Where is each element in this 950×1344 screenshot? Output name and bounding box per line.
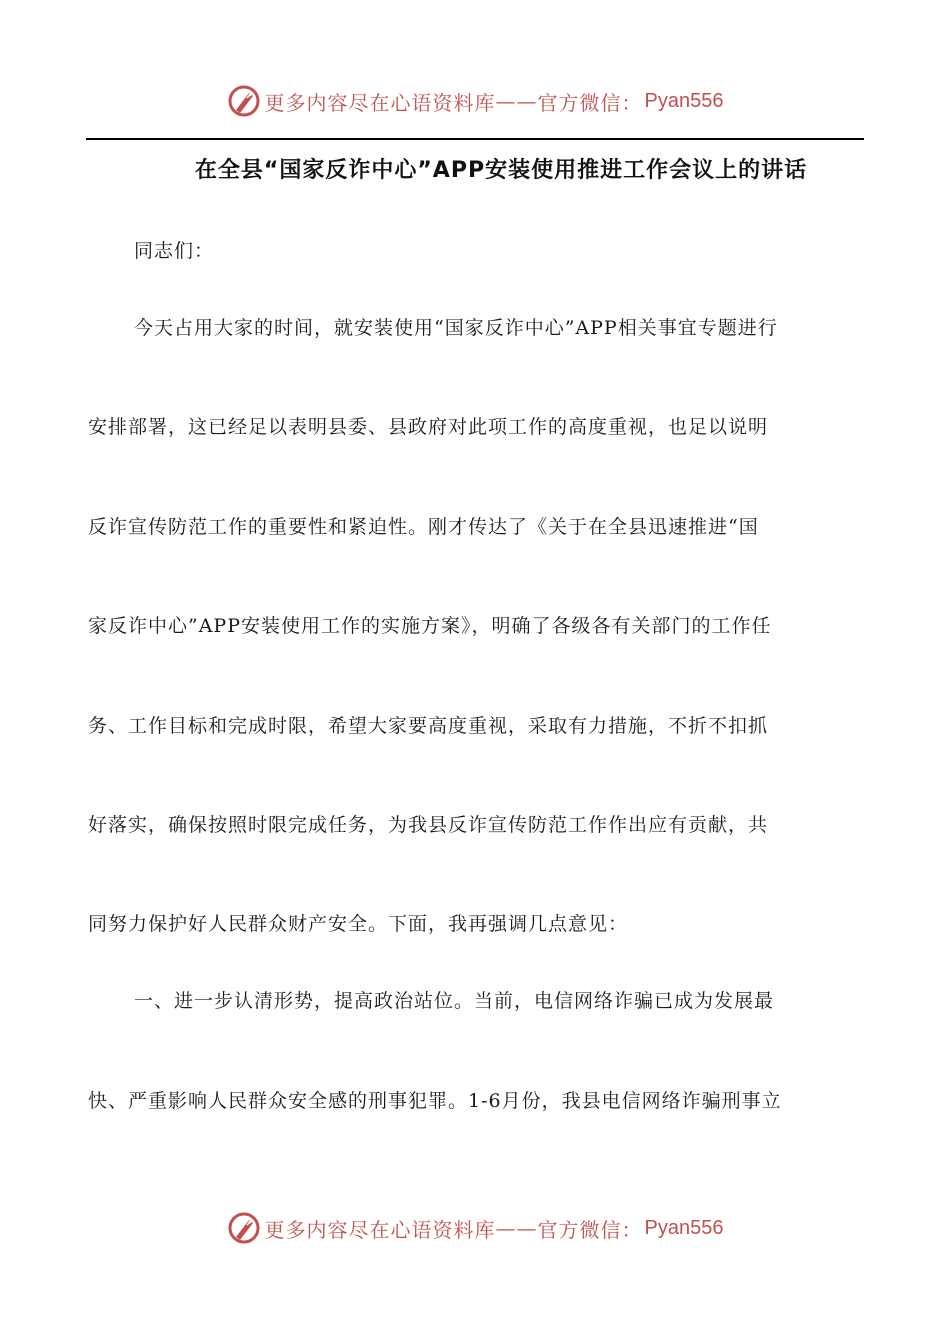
section-heading-line: 一、进一步认清形势，提高政治站位。当前，电信网络诈骗已成为发展最 [134, 990, 775, 1012]
paragraph-line: 同努力保护好人民群众财产安全。下面，我再强调几点意见： [88, 913, 629, 935]
paragraph-line: 今天占用大家的时间，就安装使用“国家反诈中心”APP相关事宜专题进行 [134, 317, 778, 339]
paragraph-line: 家反诈中心”APP安装使用工作的实施方案》，明确了各级各有关部门的工作任 [88, 615, 772, 637]
header-watermark [0, 84, 950, 118]
watermark-wechat-id: Pyan556 [644, 1216, 724, 1239]
watermark-wechat-label: 官方微信： [537, 90, 643, 115]
footer-watermark [0, 1211, 950, 1245]
watermark-dash: —— [495, 89, 538, 113]
watermark-wechat-label: 官方微信： [537, 1217, 643, 1242]
header-divider [86, 138, 864, 140]
pen-nib-seal-icon [227, 1211, 261, 1245]
watermark-wechat-id: Pyan556 [644, 89, 724, 112]
watermark-brand: 更多内容尽在心语资料库 [264, 1217, 496, 1242]
watermark-brand: 更多内容尽在心语资料库 [264, 90, 496, 115]
paragraph-line: 快、严重影响人民群众安全感的刑事犯罪。1-6月份，我县电信网络诈骗刑事立 [88, 1090, 782, 1112]
salutation: 同志们： [134, 240, 215, 262]
paragraph-line: 安排部署，这已经足以表明县委、县政府对此项工作的高度重视，也足以说明 [88, 416, 769, 438]
paragraph-line: 务、工作目标和完成时限，希望大家要高度重视，采取有力措施，不折不扣抓 [88, 715, 769, 737]
pen-nib-seal-icon [227, 84, 261, 118]
paragraph-line: 反诈宣传防范工作的重要性和紧迫性。刚才传达了《关于在全县迅速推进“国 [88, 516, 759, 538]
watermark-dash: —— [495, 1216, 538, 1240]
paragraph-line: 好落实，确保按照时限完成任务，为我县反诈宣传防范工作作出应有贡献，共 [88, 814, 769, 836]
document-title: 在全县“国家反诈中心”APP安装使用推进工作会议上的讲话 [194, 158, 808, 183]
